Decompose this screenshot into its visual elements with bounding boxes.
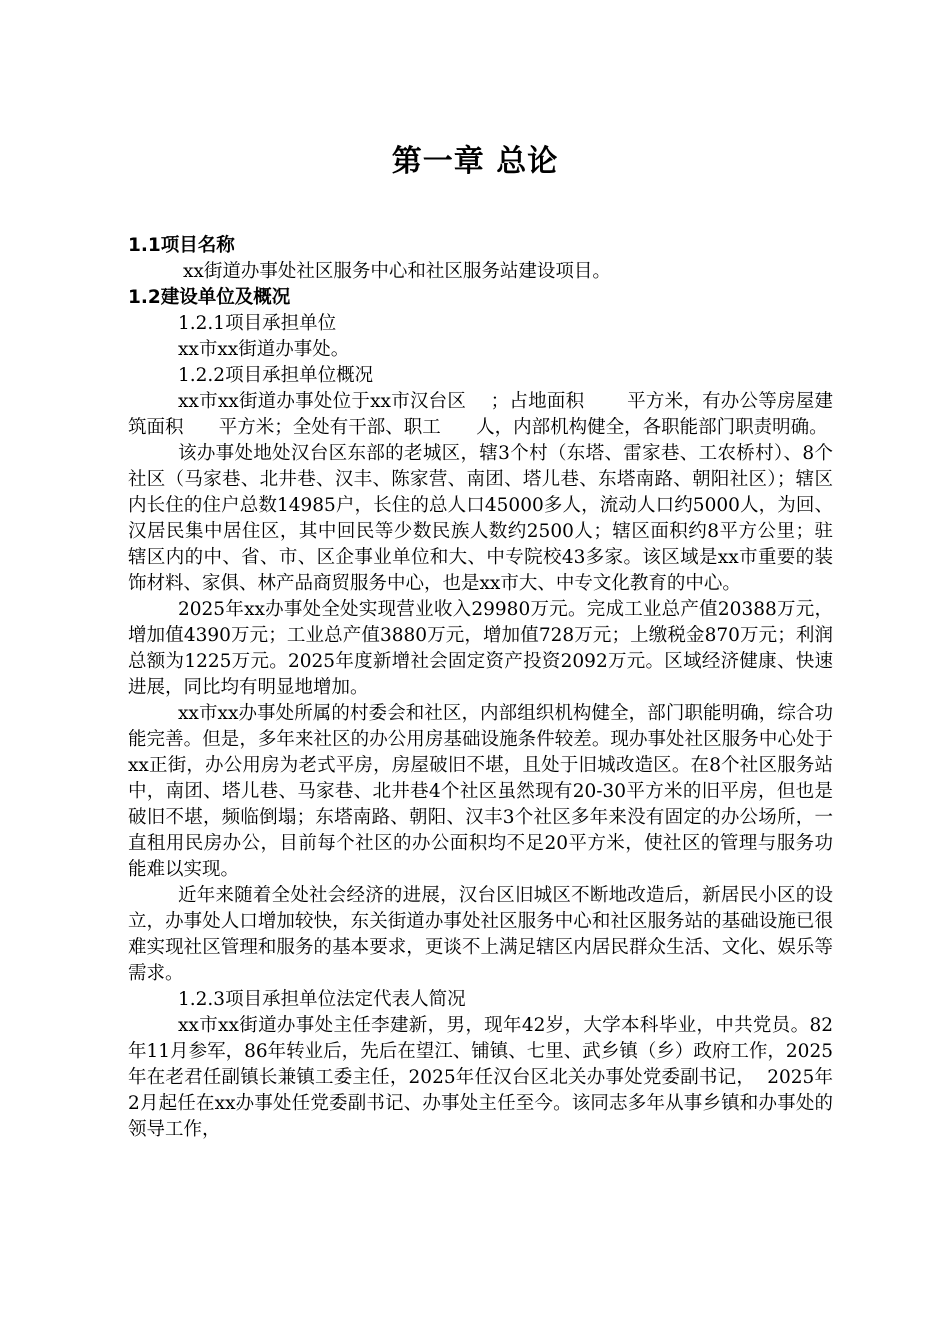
section-heading-1-2: 1.2建设单位及概况 bbox=[128, 287, 291, 308]
section-heading-1-1: 1.1项目名称 bbox=[128, 235, 235, 256]
legal-representative-paragraph: xx市xx街道办事处主任李建新，男，现年42岁，大学本科毕业，中共党员。82年11月参军，86年转业后，先后在望江、铺镇、七里、武乡镇（乡）政府工作，2025年在老君任副镇长兼镇工委主任，2025年任汉台区北关办事处党委副书记， 2025年2月起任在xx办事处任党委副书记、办事处主任至今。该同志多年从事乡镇和办事处的领导工作， bbox=[128, 1015, 833, 1140]
chapter-title: 第一章 总论 bbox=[391, 144, 559, 179]
subsection-heading-1-2-2: 1.2.2项目承担单位概况 bbox=[178, 365, 374, 386]
project-name-paragraph: xx街道办事处社区服务中心和社区服务站建设项目。 bbox=[183, 261, 611, 282]
unit-overview-paragraph-1: xx市xx街道办事处位于xx市汉台区 ；占地面积 平方米，有办公等房屋建筑面积 平方米；全处有干部、职工 人，内部机构健全，各职能部门职责明确。 bbox=[128, 391, 833, 438]
unit-overview-paragraph-4: xx市xx办事处所属的村委会和社区，内部组织机构健全，部门职能明确，综合功能完善。但是，多年来社区的办公用房基础设施条件较差。现办事处社区服务中心处于xx正街，办公用房为老式平房，房屋破旧不堪，且处于旧城改造区。在8个社区服务站中，南团、塔儿巷、马家巷、北井巷4个社区虽然现有20-30平方米的旧平房，但也是破旧不堪，频临倒塌；东塔南路、朝阳、汉丰3个社区多年来没有固定的办公场所，一直租用民房办公，目前每个社区的办公面积均不足20平方米，使社区的管理与服务功能难以实现。 bbox=[128, 703, 833, 880]
unit-overview-paragraph-3: 2025年xx办事处全处实现营业收入29980万元。完成工业总产值20388万元，增加值4390万元；工业总产值3880万元，增加值728万元；上缴税金870万元；利润总额为1225万元。2025年度新增社会固定资产投资2092万元。区域经济健康、快速进展，同比均有明显地增加。 bbox=[128, 599, 833, 698]
subsection-heading-1-2-3: 1.2.3项目承担单位法定代表人简况 bbox=[178, 989, 466, 1010]
unit-overview-paragraph-2: 该办事处地处汉台区东部的老城区，辖3个村（东塔、雷家巷、工农桥村）、8个社区（马家巷、北井巷、汉丰、陈家营、南团、塔儿巷、东塔南路、朝阳社区）；辖区内长住的住户总数14985户，长住的总人口45000多人，流动人口约5000人，为回、汉居民集中居住区，其中回民等少数民族人数约2500人；辖区面积约8平方公里；驻辖区内的中、省、市、区企事业单位和大、中专院校43多家。该区域是xx市重要的装饰材料、家俱、林产品商贸服务中心，也是xx市大、中专文化教育的中心。 bbox=[128, 443, 833, 594]
unit-name-paragraph: xx市xx街道办事处。 bbox=[178, 339, 350, 360]
document-body bbox=[128, 233, 833, 1143]
subsection-heading-1-2-1: 1.2.1项目承担单位 bbox=[178, 313, 337, 334]
unit-overview-paragraph-5: 近年来随着全处社会经济的进展，汉台区旧城区不断地改造后，新居民小区的设立，办事处人口增加较快，东关街道办事处社区服务中心和社区服务站的基础设施已很难实现社区管理和服务的基本要求，更谈不上满足辖区内居民群众生活、文化、娱乐等需求。 bbox=[128, 885, 833, 984]
